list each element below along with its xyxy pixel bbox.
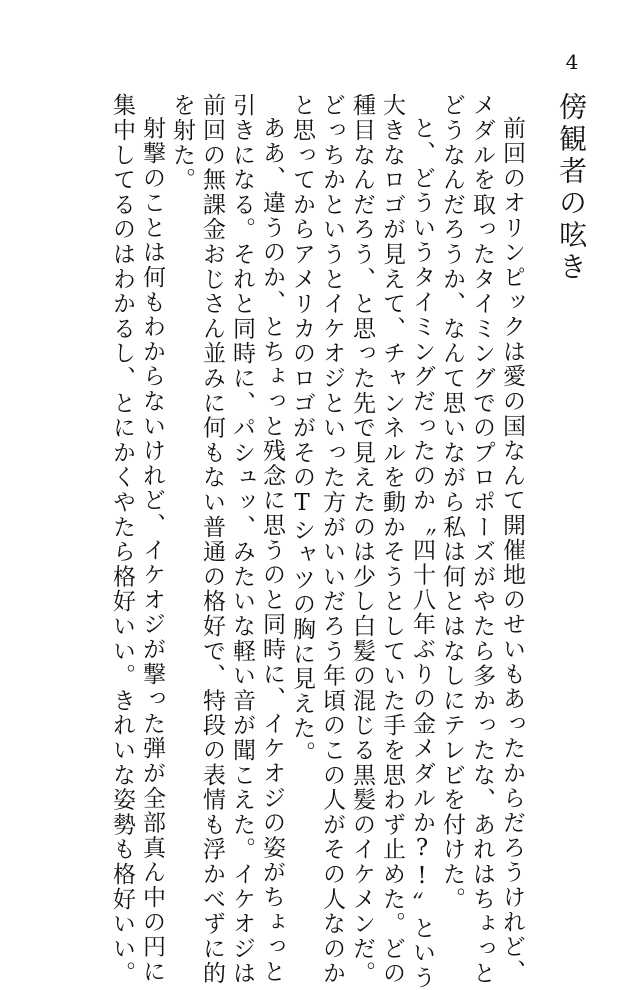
text-line: ああ、違うのか、とちょっと残念に思うのと同時に、イケオジの姿がちょっと [259,116,285,984]
text-line: 種目なんだろう、と思った先で見えたのは少し白髪の混じる黒髪のイケメンだ。 [349,93,375,986]
text-line: 集中してるのはわかるし、とにかくやたら格好いい。きれいな姿勢も格好いい。 [109,93,135,986]
text-line: どうなんだろうか、なんて思いながら私は何とはなしにテレビを付けた。 [439,93,465,912]
text-line: メダルを取ったタイミングでのプロポーズがやたら多かったな、あれはちょっと [469,93,495,986]
text-line: を射た。 [169,93,195,193]
text-line: 前回のオリンピックは愛の国なんて開催地のせいもあったからだろうけれど、 [499,116,525,984]
text-line: 前回の無課金おじさん並みに何もない普通の格好で、特段の表情も浮かべずに的 [199,93,225,986]
text-line: 大きなロゴが見えて、チャンネルを動かそうとしていた手を思わず止めた。どの [379,93,405,986]
text-line: と思ってからアメリカのロゴがそのTシャツの胸に見えた。 [289,93,315,766]
chapter-title: 傍観者の呟き [555,92,588,284]
page-number: 4 [565,50,579,74]
text-line: と、どういうタイミングだったのか〝四十八年ぶりの金メダルか?!〟という [409,116,435,990]
text-line: 引きになる。それと同時に、パシュッ、みたいな軽い音が聞こえた。イケオジは [229,93,255,986]
text-line: どっちかというとイケオジといった方がいいだろう年頃のこの人がその人なのか [319,93,345,986]
body-text [107,93,527,990]
text-line: 射撃のことは何もわからないけれど、イケオジが撃った弾が全部真ん中の円に [139,116,165,984]
